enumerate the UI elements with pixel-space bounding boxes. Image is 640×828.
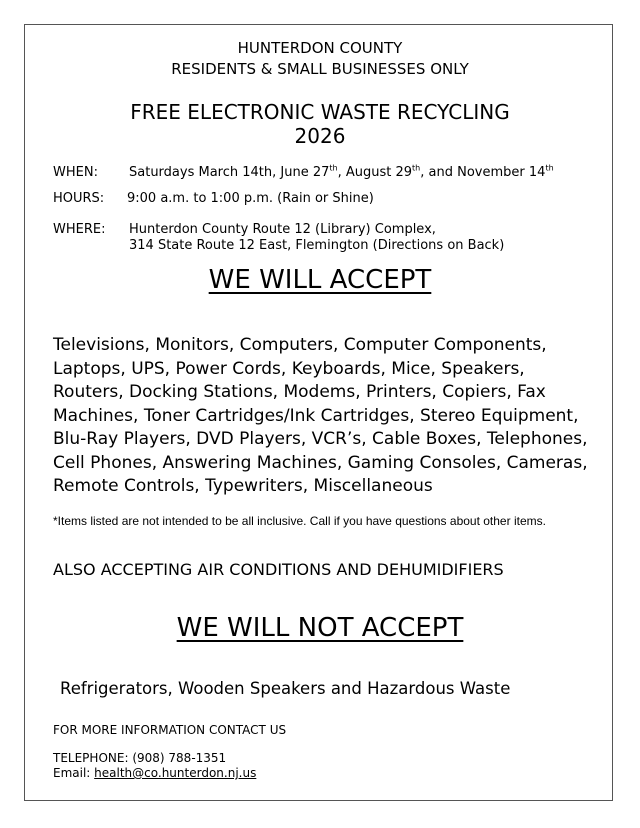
contact-heading: FOR MORE INFORMATION CONTACT US: [53, 723, 287, 737]
event-year: 2026: [294, 124, 346, 148]
email-row: [53, 765, 256, 781]
where-row: [53, 221, 436, 238]
where-line-2: 314 State Route 12 East, Flemington (Directions on Back): [129, 238, 505, 253]
county-title: HUNTERDON COUNTY: [237, 39, 403, 57]
accepted-items-line: Blu-Ray Players, DVD Players, VCR’s, Cable Boxes, Telephones,: [53, 429, 588, 449]
accepted-items-line: Cell Phones, Answering Machines, Gaming Consoles, Cameras,: [53, 452, 588, 473]
telephone-row: [53, 750, 226, 766]
event-title: FREE ELECTRONIC WASTE RECYCLING: [130, 100, 510, 124]
hours-value: 9:00 a.m. to 1:00 p.m. (Rain or Shine): [127, 191, 374, 206]
accepted-items-line: Routers, Docking Stations, Modems, Printers, Copiers, Fax: [53, 382, 546, 402]
when-label: WHEN:: [53, 165, 98, 181]
telephone-label: TELEPHONE:: [53, 751, 129, 765]
accepted-items-line: Remote Controls, Typewriters, Miscellaneous: [53, 476, 433, 496]
where-label: WHERE:: [53, 222, 106, 237]
accepted-items-line: Machines, Toner Cartridges/Ink Cartridges, Stereo Equipment,: [53, 405, 579, 426]
when-value: Saturdays March 14th, June 27th, August 29th, and November 14th: [129, 164, 554, 181]
accepted-items-line: Televisions, Monitors, Computers, Computer Components,: [53, 335, 547, 355]
email-link[interactable]: health@co.hunterdon.nj.us: [94, 766, 257, 780]
not-accepted-items: Refrigerators, Wooden Speakers and Hazardous Waste: [60, 679, 511, 698]
where-line-1: Hunterdon County Route 12 (Library) Complex,: [129, 222, 436, 237]
hours-label: HOURS:: [53, 191, 105, 206]
email-label: Email:: [53, 766, 91, 780]
hours-row: [53, 190, 374, 207]
eligibility-line: RESIDENTS & SMALL BUSINESSES ONLY: [171, 60, 469, 78]
when-row: [53, 160, 554, 181]
accepted-items-line: Laptops, UPS, Power Cords, Keyboards, Mice, Speakers,: [53, 358, 525, 379]
inclusion-note: *Items listed are not intended to be all inclusive. Call if you have questions about other items.: [53, 514, 546, 528]
accepted-items: [53, 334, 623, 499]
not-accept-heading: WE WILL NOT ACCEPT: [176, 613, 464, 643]
also-accepting: ALSO ACCEPTING AIR CONDITIONS AND DEHUMIDIFIERS: [53, 560, 504, 579]
accept-heading: WE WILL ACCEPT: [208, 265, 432, 295]
telephone-number: (908) 788-1351: [132, 751, 227, 765]
